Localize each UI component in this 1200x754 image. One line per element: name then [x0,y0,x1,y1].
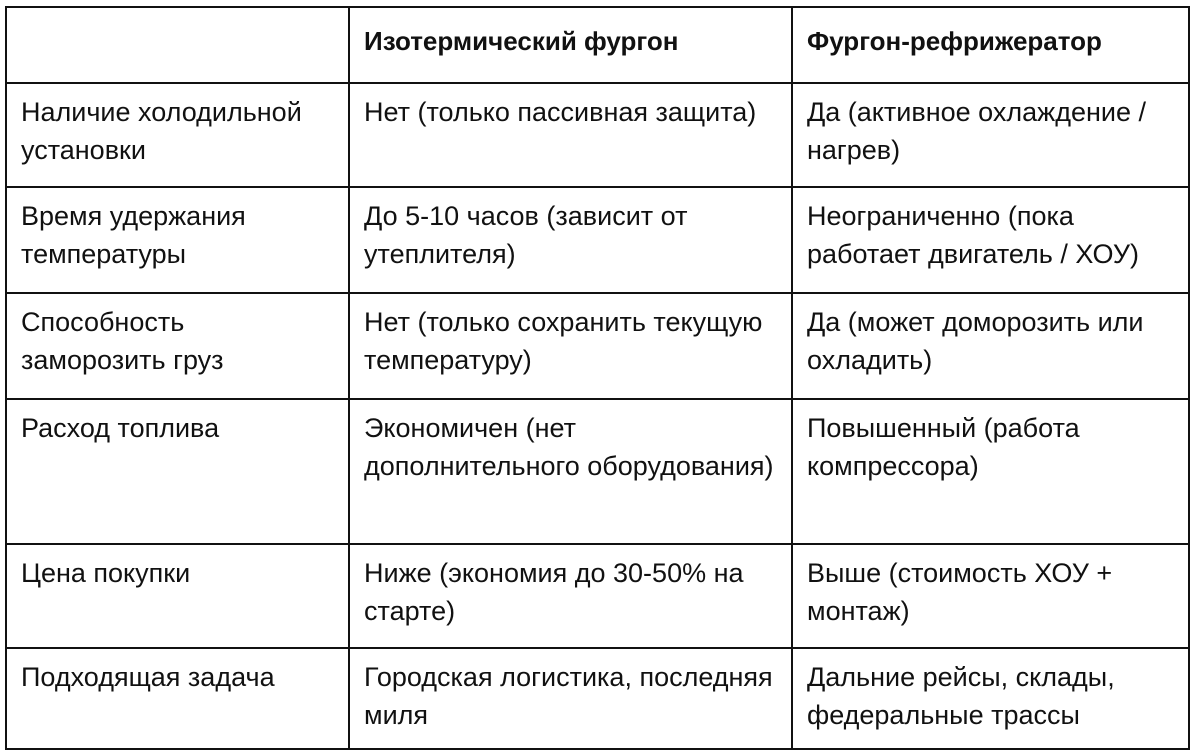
row-label-cell: Наличие холодильной установки [6,83,349,187]
row-label-cell: Расход топлива [6,399,349,544]
row-label-cell: Цена покупки [6,544,349,648]
isothermal-cell: Нет (только пассивная защита) [349,83,792,187]
row-label-cell: Способность заморозить груз [6,293,349,399]
isothermal-cell: До 5-10 часов (зависит от утеплителя) [349,187,792,293]
header-cell-isothermal: Изотермический фургон [349,7,792,83]
isothermal-cell: Ниже (экономия до 30-50% на старте) [349,544,792,648]
refrigerator-cell: Неограниченно (пока работает двигатель / ХОУ) [792,187,1189,293]
refrigerator-cell: Да (активное охлаждение / нагрев) [792,83,1189,187]
comparison-table [5,6,1190,750]
table-row [6,648,1189,749]
table-row [6,187,1189,293]
table-row [6,399,1189,544]
refrigerator-cell: Дальние рейсы, склады, федеральные трассы [792,648,1189,749]
isothermal-cell: Городская логистика, последняя миля [349,648,792,749]
header-cell-refrigerator: Фургон-рефрижератор [792,7,1189,83]
refrigerator-cell: Да (может доморозить или охладить) [792,293,1189,399]
row-label-cell: Время удержания температуры [6,187,349,293]
refrigerator-cell: Выше (стоимость ХОУ + монтаж) [792,544,1189,648]
row-label-cell: Подходящая задача [6,648,349,749]
refrigerator-cell: Повышенный (работа компрессора) [792,399,1189,544]
header-cell-empty [6,7,349,83]
isothermal-cell: Экономичен (нет дополнительного оборудования) [349,399,792,544]
table-row [6,544,1189,648]
isothermal-cell: Нет (только сохранить текущую температуру) [349,293,792,399]
table-row [6,83,1189,187]
table-header-row [6,7,1189,83]
table-row [6,293,1189,399]
